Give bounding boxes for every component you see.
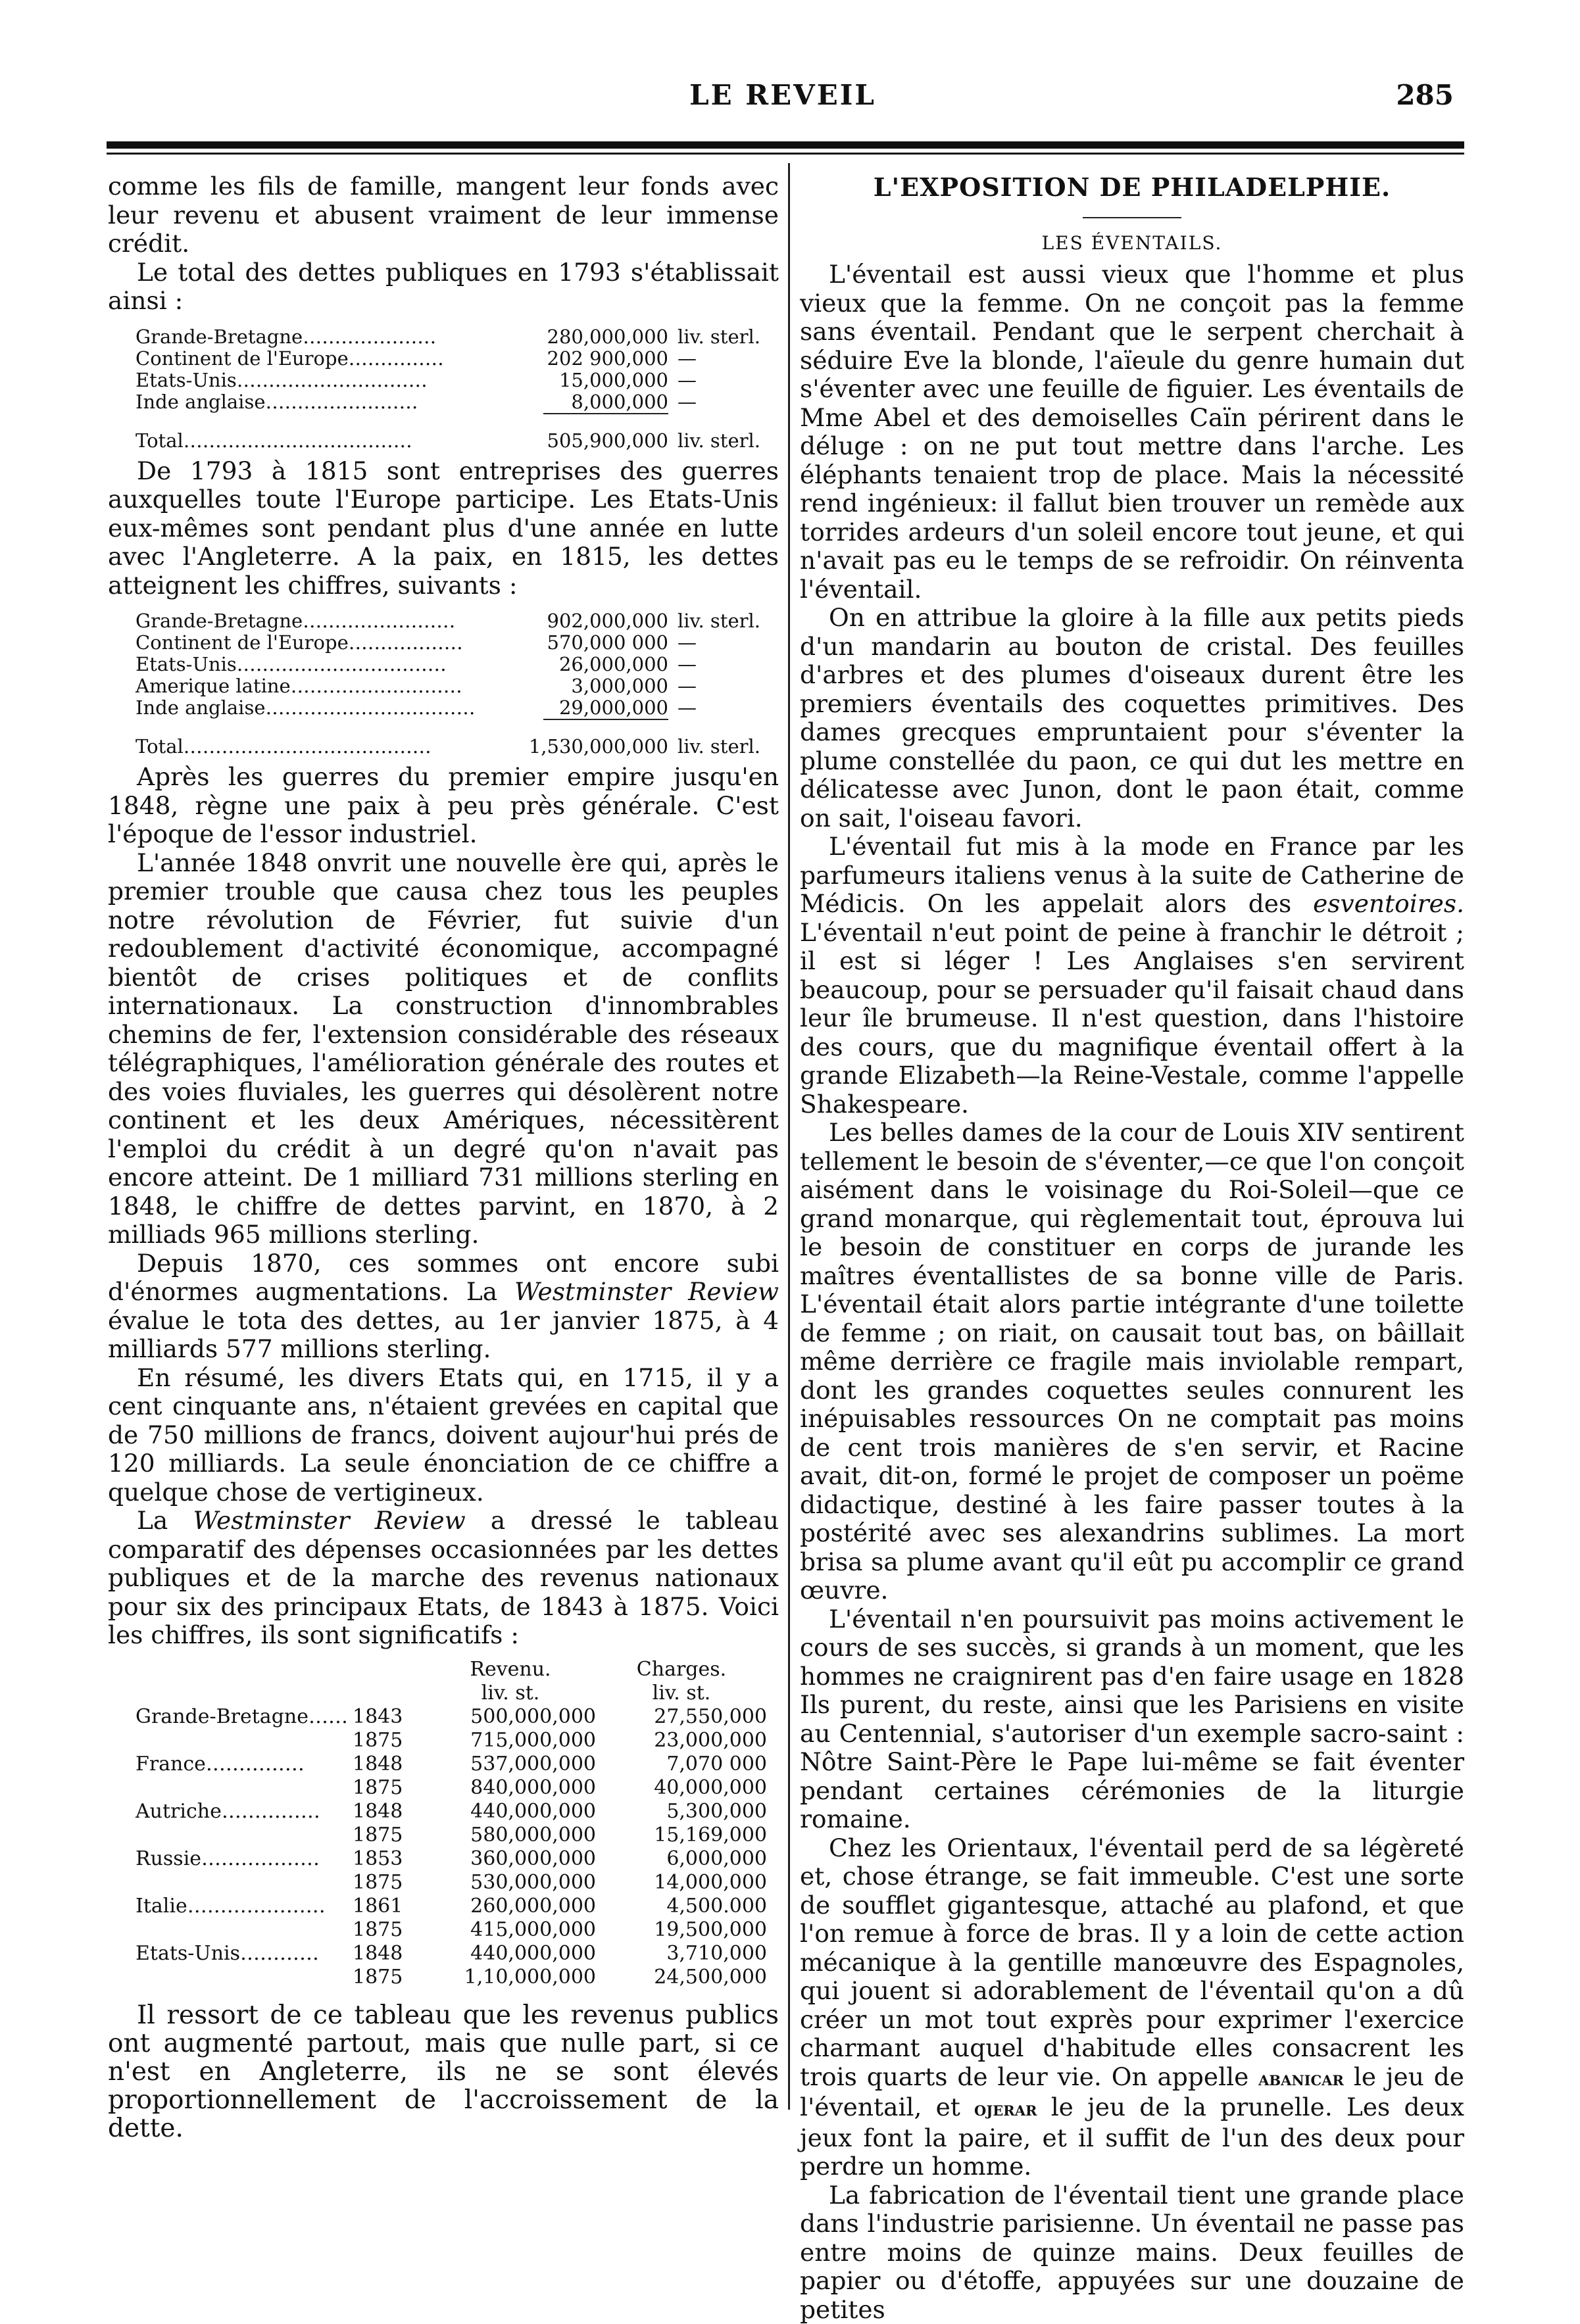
table-row	[136, 1776, 767, 1800]
sum-rule-cell	[524, 413, 668, 418]
year-cell: 1875	[353, 1966, 425, 1989]
country-cell	[136, 1776, 353, 1800]
text: le jeu de l'éventail, et	[800, 2062, 1464, 2122]
table-row	[136, 632, 767, 654]
year-cell: 1848	[353, 1942, 425, 1966]
right-paragraph-2: On en attribue la gloire à la fille aux petits pieds d'un mandarin au bouton de cristal. Des feuilles d'arbres et des plumes d'oiseaux durent être les premiers éventails des coquettes primitives. Des dames grecques empruntaient pour s'éventer la plume constellée du paon, ce qui dut les mettre en délicatesse avec Junon, dont le paon était, comme on sait, l'oiseau favori.	[800, 604, 1464, 833]
table-row	[136, 326, 767, 348]
table-row	[136, 1871, 767, 1895]
year-cell: 1875	[353, 1871, 425, 1895]
table-row	[136, 697, 767, 719]
debt-value: 15,000,000	[524, 370, 668, 391]
debt-value: 202 900,000	[524, 348, 668, 370]
debt-value: 902,000,000	[524, 610, 668, 632]
right-paragraph-3	[800, 833, 1464, 1119]
empty-cell	[136, 719, 524, 724]
debts-1793-table	[136, 326, 767, 452]
left-paragraph-5: L'année 1848 onvrit une nouvelle ère qui, après le premier trouble que causa chez tous les peuples notre révolution de Février, fut suivie d'un redoublement d'activité économique, accompagné bientôt de crises politiques et de conflits internationaux. La construction d'innombrables chemins de fer, l'extension considérable des réseaux télégraphiques, l'amélioration générale des routes et des voies fluviales, les guerres qui désolèrent notre continent et les deux Amériques, nécessitèrent l'emploi du crédit à un degré qu'on n'avait pas encore atteint. De 1 milliard 731 millions sterling en 1848, le chiffre de dettes parvint, en 1870, à 2 milliads 965 millions sterling.	[108, 849, 779, 1249]
charges-cell: 3,710,000	[596, 1942, 767, 1966]
right-column	[800, 172, 1464, 2324]
country-label: Grande-Bretagne…………………	[136, 326, 524, 348]
source-title: Westminster Review	[514, 1277, 779, 1306]
country-label: Etats-Unis……………………………	[136, 654, 524, 675]
revenue-charges-table	[136, 1658, 767, 1989]
year-cell: 1861	[353, 1895, 425, 1918]
country-cell: France……………	[136, 1753, 353, 1776]
spanish-term-abanicar: abanicar	[1258, 2068, 1344, 2091]
total-row	[136, 724, 767, 758]
source-title: Westminster Review	[193, 1506, 465, 1535]
left-paragraph-1: comme les fils de famille, mangent leur fonds avec leur revenu et abusent vraiment de leur immense crédit.	[108, 172, 779, 258]
country-cell	[136, 1918, 353, 1942]
debt-unit: —	[668, 632, 767, 654]
empty-cell	[668, 719, 767, 724]
right-paragraph-5: L'éventail n'en poursuivit pas moins activement le cours de ses succès, si grands à un moment, que les hommes ne craignirent pas d'en faire usage en 1828 Ils purent, du reste, ainsi que les Parisiens en visite au Centennial, s'autoriser d'un exemple sacro-saint : Nôtre Saint-Père le Pape lui-même se fait éventer pendant certaines cérémonies de la liturgie romaine.	[800, 1605, 1464, 1834]
header-charges-unit: liv. st.	[596, 1682, 767, 1705]
table-row	[136, 1800, 767, 1824]
country-cell: Etats-Unis…………	[136, 1942, 353, 1966]
empty-cell	[668, 413, 767, 418]
sum-rule-row	[136, 413, 767, 418]
sum-rule-row	[136, 719, 767, 724]
italic-term: esventoires.	[1313, 889, 1464, 918]
article-title: L'EXPOSITION DE PHILADELPHIE.	[800, 172, 1464, 203]
debt-value: 8,000,000	[524, 391, 668, 413]
total-label: Total…………………………………	[136, 724, 524, 758]
revenue-cell: 440,000,000	[425, 1800, 596, 1824]
table-row	[136, 1824, 767, 1847]
left-paragraph-7: En résumé, les divers Etats qui, en 1715, il y a cent cinquante ans, n'étaient grevées en capital que de 750 millions de francs, doivent aujour'hui prés de 120 milliards. La seule énonciation de ce chiffre a quelque chose de vertigineux.	[108, 1364, 779, 1507]
charges-cell: 6,000,000	[596, 1847, 767, 1871]
charges-cell: 27,550,000	[596, 1705, 767, 1729]
year-cell: 1875	[353, 1729, 425, 1753]
charges-cell: 4,500.000	[596, 1895, 767, 1918]
country-label: Grande-Bretagne……………………	[136, 610, 524, 632]
header-revenue-unit: liv. st.	[425, 1682, 596, 1705]
total-value: 1,530,000,000	[524, 724, 668, 758]
debt-unit: —	[668, 654, 767, 675]
text: Depuis 1870, ces sommes ont encore subi d'énormes augmentations. La	[108, 1249, 779, 1307]
left-paragraph-3: De 1793 à 1815 sont entreprises des guerres auxquelles toute l'Europe participe. Les Etats-Unis eux-mêmes sont pendant plus d'une année en lutte avec l'Angleterre. A la paix, en 1815, les dettes atteignent les chiffres, suivants :	[108, 457, 779, 600]
country-cell	[136, 1729, 353, 1753]
header-charges: Charges.	[596, 1658, 767, 1682]
charges-cell: 5,300,000	[596, 1800, 767, 1824]
country-label: Continent de l'Europe………………	[136, 632, 524, 654]
revenue-cell: 715,000,000	[425, 1729, 596, 1753]
debt-unit: —	[668, 348, 767, 370]
year-cell: 1853	[353, 1847, 425, 1871]
table-row	[136, 391, 767, 413]
country-cell	[136, 1966, 353, 1989]
debt-unit: —	[668, 370, 767, 391]
table-row	[136, 1942, 767, 1966]
header-revenue: Revenu.	[425, 1658, 596, 1682]
table-row	[136, 1705, 767, 1729]
journal-title: LE REVEIL	[105, 79, 1460, 111]
debt-value: 280,000,000	[524, 326, 668, 348]
year-cell: 1875	[353, 1776, 425, 1800]
revenue-cell: 840,000,000	[425, 1776, 596, 1800]
right-paragraph-6	[800, 1834, 1464, 2181]
table-row	[136, 1966, 767, 1989]
debt-value: 570,000 000	[524, 632, 668, 654]
table-row	[136, 348, 767, 370]
revenue-cell: 1,10,000,000	[425, 1966, 596, 1989]
year-cell: 1843	[353, 1705, 425, 1729]
charges-cell: 23,000,000	[596, 1729, 767, 1753]
country-cell: Russie………………	[136, 1847, 353, 1871]
text: L'éventail n'eut point de peine à franchir le détroit ; il est si léger ! Les Anglaises s'en servirent beaucoup, pour se persuader qu'il faisait chaud dans leur île brumeuse. Il n'est question, dans l'histoire des cours, que du magnifique éventail offert à la grande Elizabeth—la Reine-Vestale, comme l'appelle Shakespeare.	[800, 918, 1464, 1119]
revenue-cell: 415,000,000	[425, 1918, 596, 1942]
table-row	[136, 1729, 767, 1753]
revenue-cell: 260,000,000	[425, 1895, 596, 1918]
table-header-unit-row	[136, 1682, 767, 1705]
left-paragraph-2: Le total des dettes publiques en 1793 s'établissait ainsi :	[108, 258, 779, 316]
debt-unit: —	[668, 391, 767, 413]
total-row	[136, 418, 767, 452]
total-value: 505,900,000	[524, 418, 668, 452]
right-paragraph-7: La fabrication de l'éventail tient une grande place dans l'industrie parisienne. Un éventail ne passe pas entre moins de quinze mains. Deux feuilles de papier ou d'étoffe, appuyées sur une douzaine de petites	[800, 2181, 1464, 2324]
debts-1815-table	[136, 610, 767, 758]
country-cell	[136, 1871, 353, 1895]
text: La	[137, 1506, 193, 1535]
year-cell: 1875	[353, 1918, 425, 1942]
text: a dressé le tableau comparatif des dépenses occasionnées par les dettes publiques et de la marche des revenus nationaux pour six des principaux Etats, de 1843 à 1875. Voici les chiffres, ils sont significatifs :	[108, 1506, 779, 1649]
header-rule-thick	[107, 141, 1464, 149]
table-row	[136, 610, 767, 632]
table-row	[136, 370, 767, 391]
debt-value: 26,000,000	[524, 654, 668, 675]
sum-rule	[543, 413, 668, 418]
revenue-cell: 360,000,000	[425, 1847, 596, 1871]
left-column	[108, 172, 779, 2142]
country-label: Continent de l'Europe……………	[136, 348, 524, 370]
right-paragraph-1: L'éventail est aussi vieux que l'homme et plus vieux que la femme. On ne conçoit pas la femme sans éventail. Pendant que le serpent cherchait à séduire Eve la blonde, l'aïeule du genre humain dut s'éventer avec une feuille de figuier. Les éventails de Mme Abel et des demoiselles Caïn périrent dans le déluge : on ne put tout mettre dans l'arche. Les éléphants tenaient trop de place. Mais la nécessité rend ingénieux: il fallut bien trouver un remède aux torrides ardeurs d'un soleil encore tout jeune, et qui n'avait pas eu le temps de se refroidir. On réinventa l'éventail.	[800, 260, 1464, 604]
left-paragraph-4: Après les guerres du premier empire jusqu'en 1848, règne une paix à peu près générale. C'est l'époque de l'essor industriel.	[108, 763, 779, 849]
revenue-cell: 530,000,000	[425, 1871, 596, 1895]
table-row	[136, 1895, 767, 1918]
table-row	[136, 1847, 767, 1871]
charges-cell: 7,070 000	[596, 1753, 767, 1776]
year-cell: 1875	[353, 1824, 425, 1847]
text: le jeu de la prunelle. Les deux jeux font la paire, et il suffit de l'un des deux pour perdre un homme.	[800, 2093, 1464, 2181]
country-label: Amerique latine………………………	[136, 675, 524, 697]
column-divider	[788, 163, 790, 2110]
spanish-term-ojerar: ojerar	[974, 2098, 1037, 2121]
empty-cell	[136, 413, 524, 418]
text: évalue le tota des dettes, au 1er janvier 1875, à 4 milliards 577 millions sterling.	[108, 1306, 779, 1364]
table-row	[136, 675, 767, 697]
total-unit: liv. sterl.	[668, 418, 767, 452]
text: L'éventail fut mis à la mode en France par les parfumeurs italiens venus à la suite de Catherine de Médicis. On les appelait alors des	[800, 832, 1464, 918]
title-rule	[1083, 217, 1181, 218]
debt-unit: —	[668, 697, 767, 719]
debt-value: 3,000,000	[524, 675, 668, 697]
year-cell: 1848	[353, 1753, 425, 1776]
country-cell: Italie…………………	[136, 1895, 353, 1918]
revenue-cell: 440,000,000	[425, 1942, 596, 1966]
country-label: Inde anglaise……………………………	[136, 697, 524, 719]
revenue-cell: 537,000,000	[425, 1753, 596, 1776]
total-label: Total………………………………	[136, 418, 524, 452]
table-row	[136, 1918, 767, 1942]
revenue-cell: 580,000,000	[425, 1824, 596, 1847]
revenue-cell: 500,000,000	[425, 1705, 596, 1729]
debt-unit: —	[668, 675, 767, 697]
table-row	[136, 654, 767, 675]
country-cell	[136, 1824, 353, 1847]
sum-rule	[543, 719, 668, 724]
country-label: Inde anglaise……………………	[136, 391, 524, 413]
table-row	[136, 1753, 767, 1776]
page-header	[105, 79, 1460, 118]
header-rule-thin	[107, 153, 1464, 155]
table-header-row	[136, 1658, 767, 1682]
article-subtitle: LES ÉVENTAILS.	[800, 230, 1464, 256]
debt-unit: liv. sterl.	[668, 610, 767, 632]
country-label: Etats-Unis…………………………	[136, 370, 524, 391]
left-paragraph-9: Il ressort de ce tableau que les revenus publics ont augmenté partout, mais que nulle part, si ce n'est en Angleterre, ils ne se sont élevés proportionnellement de l'accroissement de la dette.	[108, 2001, 779, 2142]
text: Chez les Orientaux, l'éventail perd de sa légèreté et, chose étrange, se fait immeuble. C'est une sorte de soufflet gigantesque, attaché au plafond, et que l'on remue à force de bras. Il y a loin de cette action mécanique à la gentille manœuvre des Espagnoles, qui jouent si adorablement de l'éventail qu'on a dû créer un mot tout exprès pour exprimer l'exercice charmant auquel d'habitude elles consacrent les trois quarts de leur vie. On appelle	[800, 1833, 1464, 2091]
charges-cell: 40,000,000	[596, 1776, 767, 1800]
charges-cell: 14,000,000	[596, 1871, 767, 1895]
left-paragraph-8	[108, 1507, 779, 1650]
charges-cell: 15,169,000	[596, 1824, 767, 1847]
left-paragraph-6	[108, 1249, 779, 1364]
charges-cell: 24,500,000	[596, 1966, 767, 1989]
page-number: 285	[1396, 79, 1454, 111]
country-cell: Grande-Bretagne……	[136, 1705, 353, 1729]
right-paragraph-4: Les belles dames de la cour de Louis XIV sentirent tellement le besoin de s'éventer,—ce que l'on conçoit aisément dans le voisinage du Roi-Soleil—que ce grand monarque, qui règlementait tout, éprouva lui le besoin de constituer en corps de jurande les maîtres éventallistes de sa bonne ville de Paris. L'éventail était alors partie intégrante d'une toilette de femme ; on riait, on causait tout bas, on bâillait même derrière ce fragile mais inviolable rempart, dont les grandes coquettes seules connurent les inépuisables ressources On ne comptait pas moins de cent trois manières de s'en servir, et Racine avait, dit-on, formé le projet de composer un poëme didactique, destiné à les faire passer toutes à la postérité avec ses alexandrins sublimes. La mort brisa sa plume avant qu'il eût pu accomplir ce grand œuvre.	[800, 1119, 1464, 1605]
total-unit: liv. sterl.	[668, 724, 767, 758]
sum-rule-cell	[524, 719, 668, 724]
country-cell: Autriche……………	[136, 1800, 353, 1824]
year-cell: 1848	[353, 1800, 425, 1824]
debt-value: 29,000,000	[524, 697, 668, 719]
charges-cell: 19,500,000	[596, 1918, 767, 1942]
debt-unit: liv. sterl.	[668, 326, 767, 348]
